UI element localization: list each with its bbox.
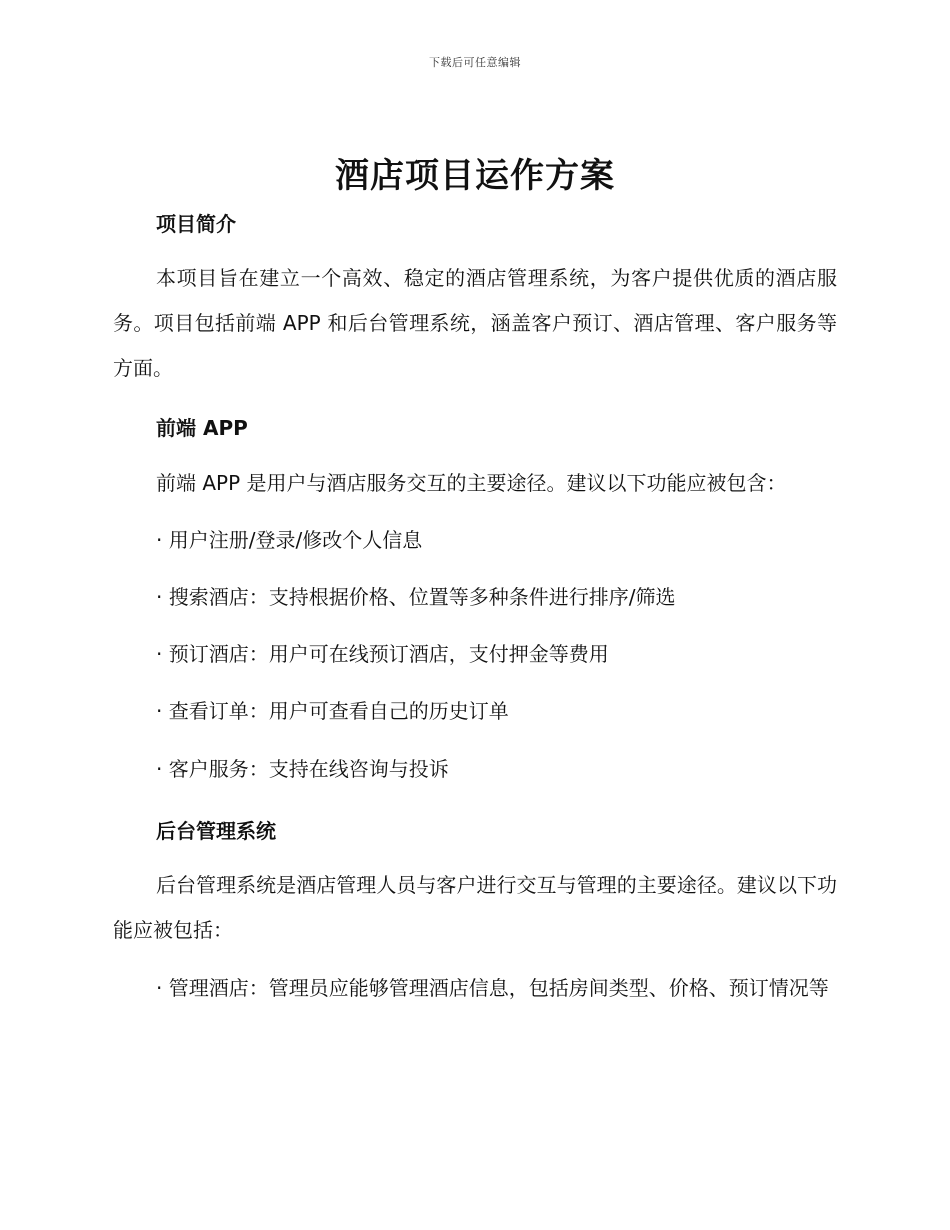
- bullet-item-book-hotel: · 预订酒店：用户可在线预订酒店，支付押金等费用: [156, 642, 609, 666]
- section-paragraph-intro: 本项目旨在建立一个高效、稳定的酒店管理系统，为客户提供优质的酒店服务。项目包括前端 APP 和后台管理系统，涵盖客户预订、酒店管理、客户服务等方面。: [113, 266, 837, 380]
- section-heading-frontend-app: 前端 APP: [156, 416, 248, 440]
- section-heading-intro: 项目简介: [156, 212, 236, 236]
- bullet-item-register-login: · 用户注册/登录/修改个人信息: [156, 528, 423, 552]
- section-heading-backend-system: 后台管理系统: [156, 819, 276, 843]
- section-paragraph-backend-system: 后台管理系统是酒店管理人员与客户进行交互与管理的主要途径。建议以下功能应被包括：: [113, 873, 837, 942]
- bullet-item-customer-service: · 客户服务：支持在线咨询与投诉: [156, 757, 449, 781]
- document-title: 酒店项目运作方案: [335, 156, 615, 196]
- bullet-item-search-hotel: · 搜索酒店：支持根据价格、位置等多种条件进行排序/筛选: [156, 585, 676, 609]
- bullet-item-manage-hotel: · 管理酒店：管理员应能够管理酒店信息，包括房间类型、价格、预订情况等: [156, 976, 829, 1000]
- section-paragraph-frontend-app: 前端 APP 是用户与酒店服务交互的主要途径。建议以下功能应被包含：: [156, 471, 787, 495]
- page-header-note: 下载后可任意编辑: [429, 56, 521, 69]
- bullet-item-view-orders: · 查看订单：用户可查看自己的历史订单: [156, 699, 509, 723]
